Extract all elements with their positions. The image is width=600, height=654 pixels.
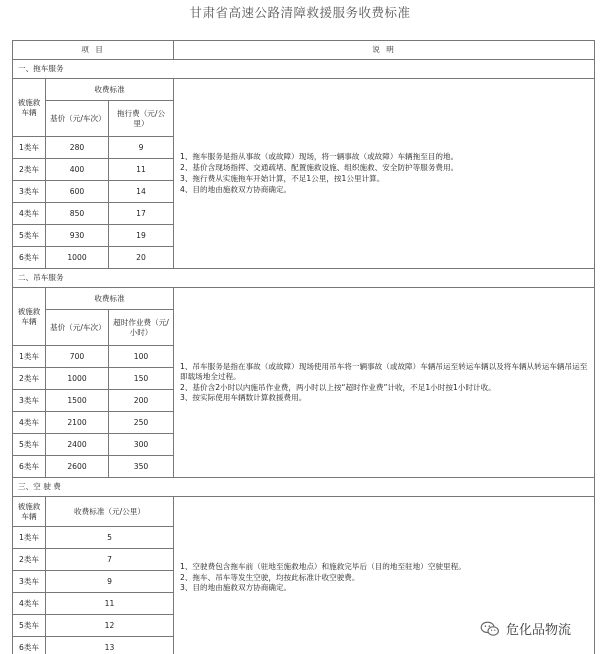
section1-head-row <box>13 79 595 101</box>
table-header-row <box>13 41 595 60</box>
section2-row-head: 被施救车辆 <box>13 288 46 346</box>
section2-col-base: 基价（元/车次） <box>46 310 109 346</box>
base-price: 1000 <box>46 247 109 269</box>
tow-fee: 17 <box>109 203 174 225</box>
tow-fee: 11 <box>109 159 174 181</box>
base-price: 280 <box>46 137 109 159</box>
section3-note: 1、空驶费包含拖车前（驻地至施救地点）和施救完毕后（目的地至驻地）空驶里程。 <box>180 561 466 571</box>
vehicle-class: 4类车 <box>13 593 46 615</box>
vehicle-class: 1类车 <box>13 527 46 549</box>
section1-notes <box>174 79 595 269</box>
vehicle-class: 6类车 <box>13 456 46 478</box>
vehicle-class: 2类车 <box>13 549 46 571</box>
vehicle-class: 4类车 <box>13 203 46 225</box>
empty-run-fee: 7 <box>46 549 174 571</box>
overtime-fee: 150 <box>109 368 174 390</box>
section1-fee-std: 收费标准 <box>46 79 174 101</box>
vehicle-class: 6类车 <box>13 247 46 269</box>
base-price: 400 <box>46 159 109 181</box>
section1-title-row <box>13 60 595 79</box>
vehicle-class: 1类车 <box>13 346 46 368</box>
section2-head-row <box>13 288 595 310</box>
section1-title: 一、拖车服务 <box>13 60 595 79</box>
header-item: 项 目 <box>13 41 174 60</box>
section3-note: 2、拖车、吊车等发生空驶，均按此标准计收空驶费。 <box>180 572 360 582</box>
empty-run-fee: 13 <box>46 637 174 654</box>
section2-note: 2、基价含2小时以内施吊作业费，两小时以上按“超时作业费”计收，不足1小时按1小时计收。 <box>180 382 496 392</box>
vehicle-class: 4类车 <box>13 412 46 434</box>
section1-col-base: 基价（元/车次） <box>46 101 109 137</box>
empty-run-fee: 12 <box>46 615 174 637</box>
overtime-fee: 350 <box>109 456 174 478</box>
watermark-text: 危化品物流 <box>506 623 572 638</box>
wechat-icon <box>480 621 500 637</box>
base-price: 600 <box>46 181 109 203</box>
tow-fee: 14 <box>109 181 174 203</box>
section3-title-row <box>13 478 595 497</box>
section1-note: 1、拖车服务是指从事故（或故障）现场，将一辆事故（或故障）车辆拖至目的地。 <box>180 152 459 162</box>
base-price: 2100 <box>46 412 109 434</box>
base-price: 850 <box>46 203 109 225</box>
base-price: 930 <box>46 225 109 247</box>
overtime-fee: 250 <box>109 412 174 434</box>
empty-run-fee: 11 <box>46 593 174 615</box>
vehicle-class: 2类车 <box>13 368 46 390</box>
section2-col-extra: 超时作业费（元/小时） <box>109 310 174 346</box>
vehicle-class: 6类车 <box>13 637 46 654</box>
section1-note: 3、拖行费从实施拖车开始计算，不足1公里，按1公里计算。 <box>180 174 385 183</box>
empty-run-fee: 5 <box>46 527 174 549</box>
tow-fee: 9 <box>109 137 174 159</box>
section2-title-row <box>13 269 595 288</box>
vehicle-class: 2类车 <box>13 159 46 181</box>
base-price: 1000 <box>46 368 109 390</box>
watermark <box>476 617 575 640</box>
overtime-fee: 200 <box>109 390 174 412</box>
vehicle-class: 3类车 <box>13 571 46 593</box>
section1-row-head: 被施救车辆 <box>13 79 46 137</box>
section2-note: 1、吊车服务是指在事故（或故障）现场使用吊车将一辆事故（或故障）车辆吊运至转运车辆以及将车辆从转运车辆吊运至即载场地全过程。 <box>180 361 588 381</box>
overtime-fee: 100 <box>109 346 174 368</box>
section3-fee-std: 收费标准（元/公里） <box>46 497 174 527</box>
section2-fee-std: 收费标准 <box>46 288 174 310</box>
base-price: 2400 <box>46 434 109 456</box>
section2-note: 3、按实际使用车辆数计算救援费用。 <box>180 393 307 403</box>
vehicle-class: 5类车 <box>13 225 46 247</box>
section2-title: 二、吊车服务 <box>13 269 595 288</box>
base-price: 2600 <box>46 456 109 478</box>
empty-run-fee: 9 <box>46 571 174 593</box>
page-title: 甘肃省高速公路清障救援服务收费标准 <box>189 5 411 20</box>
vehicle-class: 3类车 <box>13 181 46 203</box>
header-desc: 说 明 <box>174 41 595 60</box>
section1-note: 2、基价含现场指挥、交通疏堵、配置施救设施、组织施救、安全防护等服务费用。 <box>180 163 459 173</box>
section1-col-extra: 拖行费（元/公里） <box>109 101 174 137</box>
base-price: 700 <box>46 346 109 368</box>
vehicle-class: 3类车 <box>13 390 46 412</box>
base-price: 1500 <box>46 390 109 412</box>
section3-title: 三、空 驶 费 <box>13 478 595 497</box>
vehicle-class: 5类车 <box>13 434 46 456</box>
section2-notes <box>174 288 595 478</box>
fee-table <box>12 40 595 654</box>
section3-note: 3、目的地由施救双方协商确定。 <box>180 583 292 593</box>
tow-fee: 20 <box>109 247 174 269</box>
section3-head-row <box>13 497 595 527</box>
section3-row-head: 被施救车辆 <box>13 497 46 527</box>
tow-fee: 19 <box>109 225 174 247</box>
section1-note: 4、目的地由施救双方协商确定。 <box>180 184 292 194</box>
vehicle-class: 5类车 <box>13 615 46 637</box>
overtime-fee: 300 <box>109 434 174 456</box>
vehicle-class: 1类车 <box>13 137 46 159</box>
